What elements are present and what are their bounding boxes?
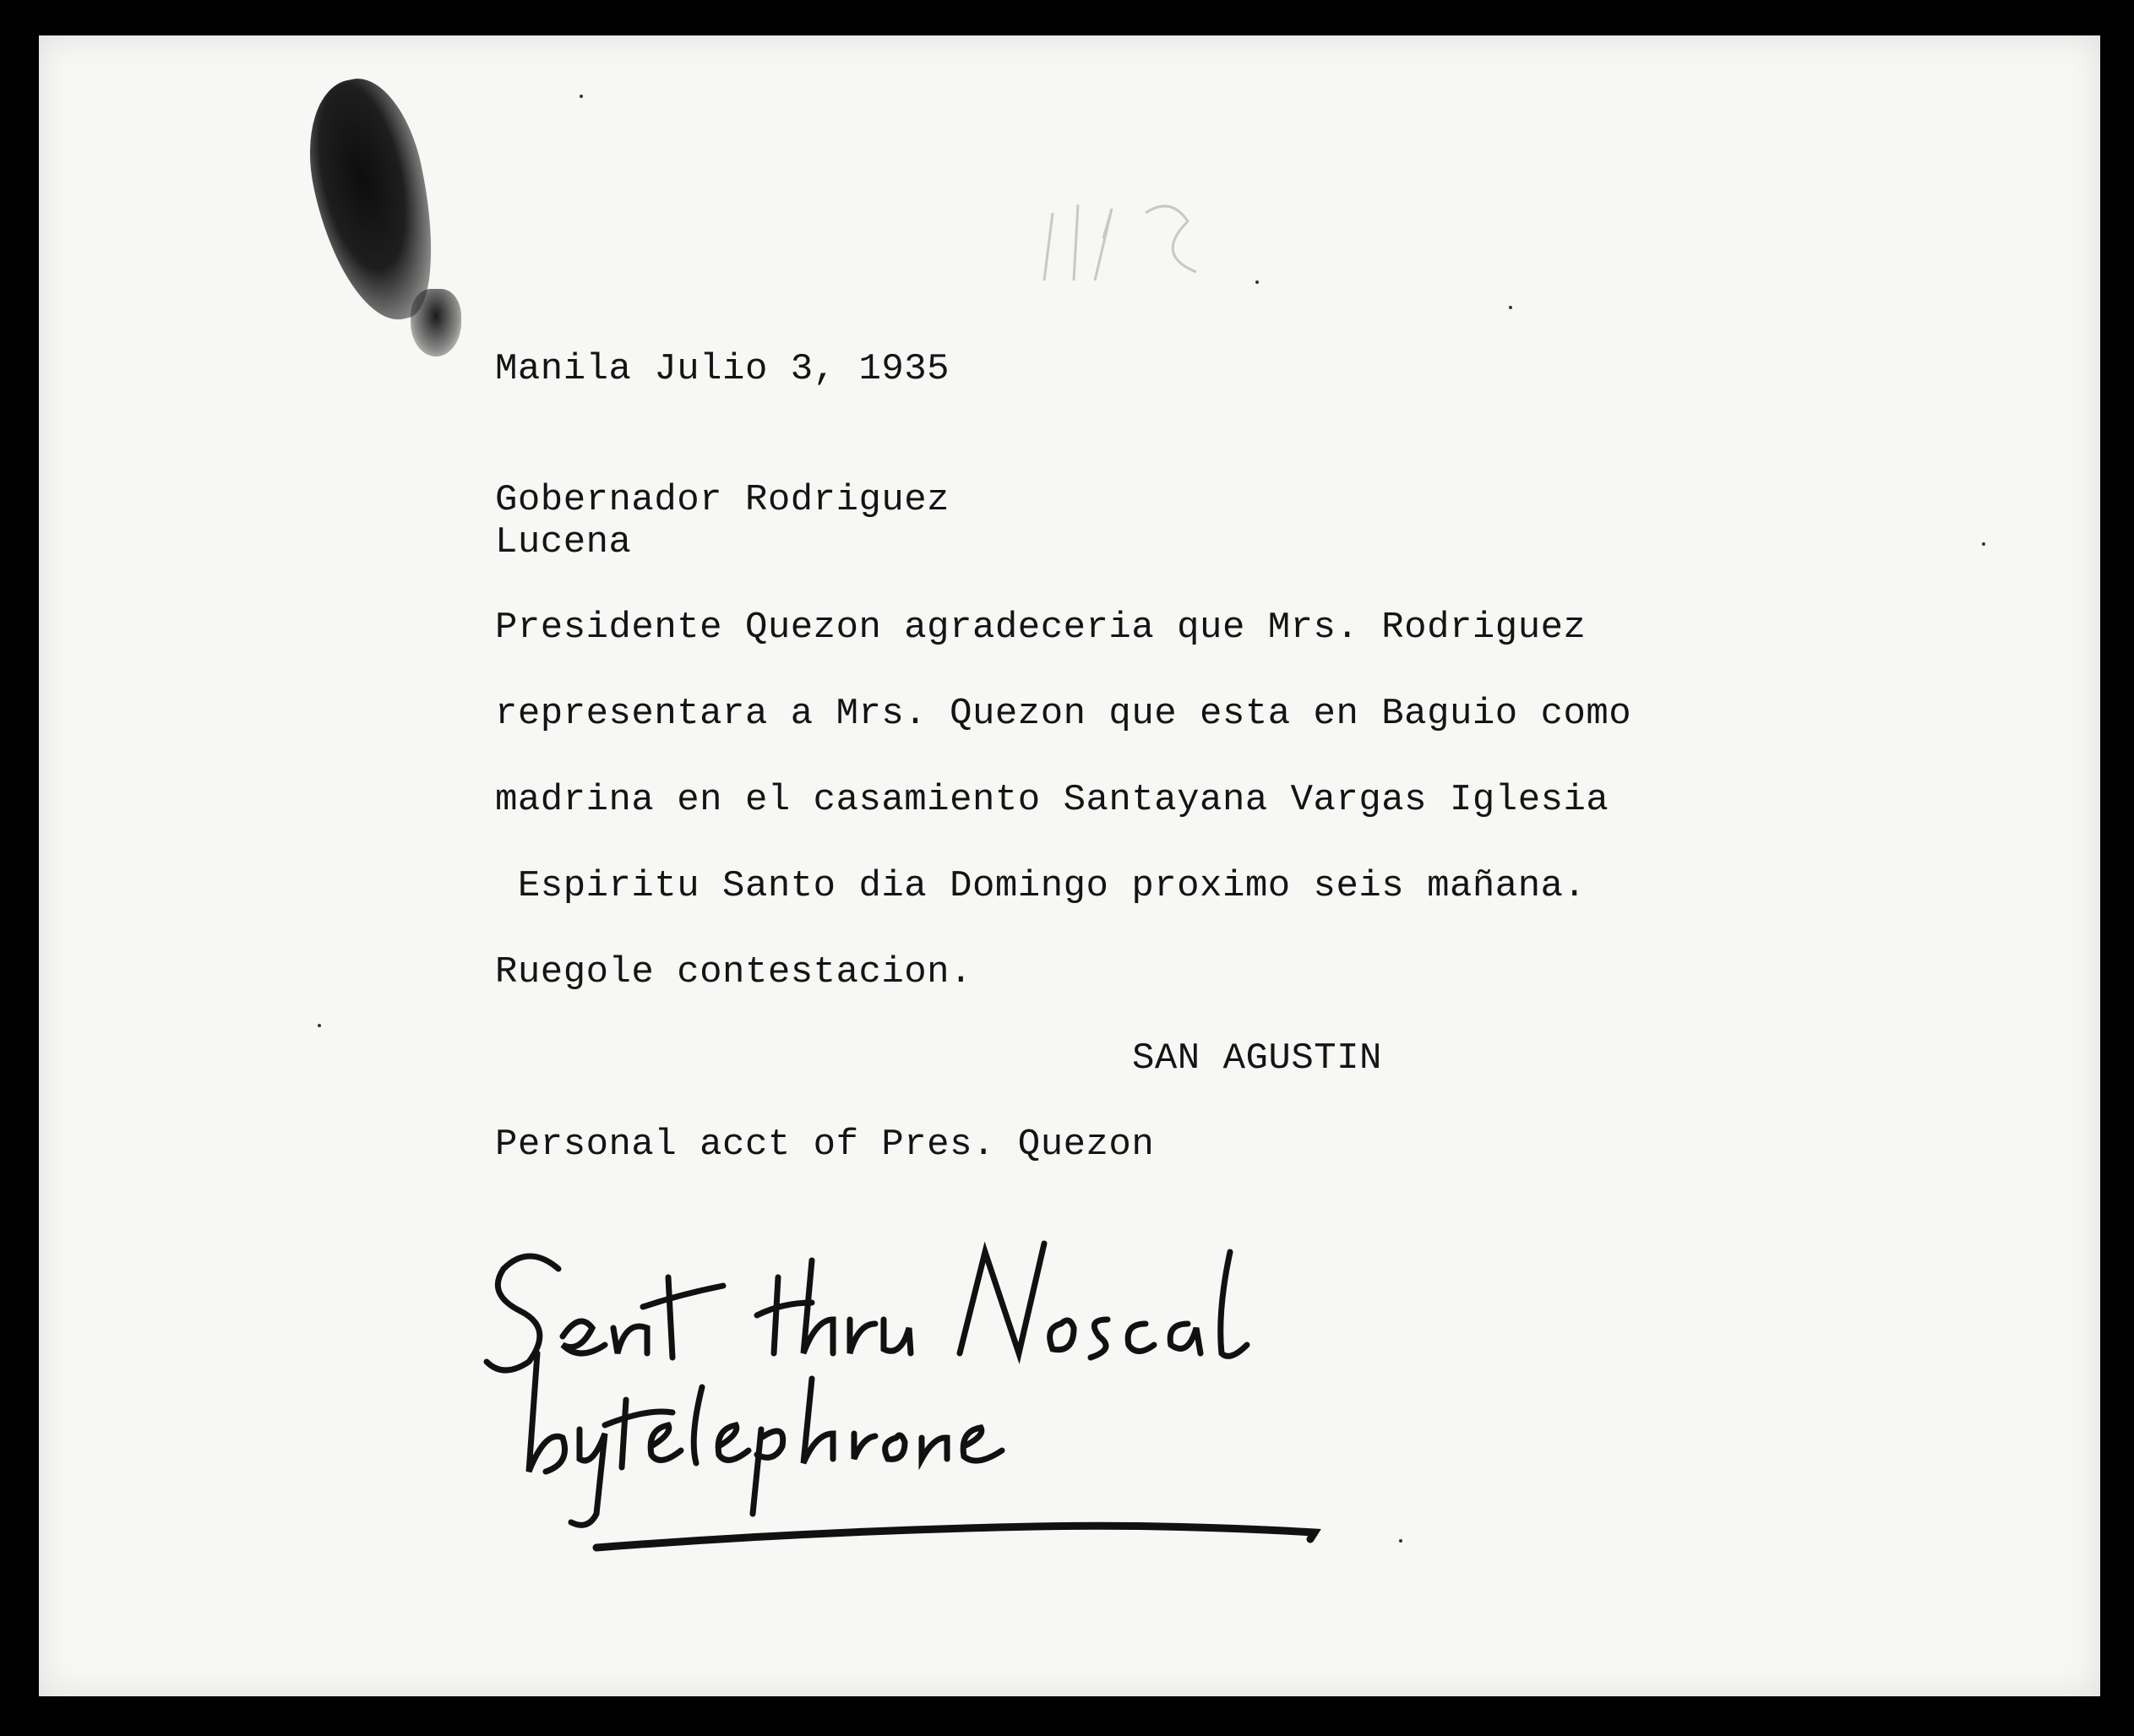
recipient-title: Gobernador Rodriguez xyxy=(495,479,950,521)
body-line: Ruegole contestacion. xyxy=(495,951,972,993)
dust-speck xyxy=(1982,542,1985,546)
dust-speck xyxy=(1509,306,1512,309)
body-line: representara a Mrs. Quezon que esta en Baguio como xyxy=(495,693,1632,735)
body-line: Espiritu Santo dia Domingo proximo seis mañana. xyxy=(495,865,1587,907)
letter-date: Manila Julio 3, 1935 xyxy=(495,348,950,390)
body-line: madrina en el casamiento Santayana Vargas Iglesia xyxy=(495,779,1609,821)
ink-drip-stain xyxy=(411,289,461,356)
account-note: Personal acct of Pres. Quezon xyxy=(495,1124,1155,1166)
signature-name: SAN AGUSTIN xyxy=(1132,1037,1382,1080)
faint-pencil-mark xyxy=(1027,188,1315,297)
recipient-place: Lucena xyxy=(495,521,632,563)
document-page xyxy=(39,35,2100,1696)
body-line: Presidente Quezon agradeceria que Mrs. Rodriguez xyxy=(495,607,1587,649)
handwritten-note xyxy=(478,1235,1424,1590)
dust-speck xyxy=(580,95,583,98)
dust-speck xyxy=(318,1024,321,1027)
